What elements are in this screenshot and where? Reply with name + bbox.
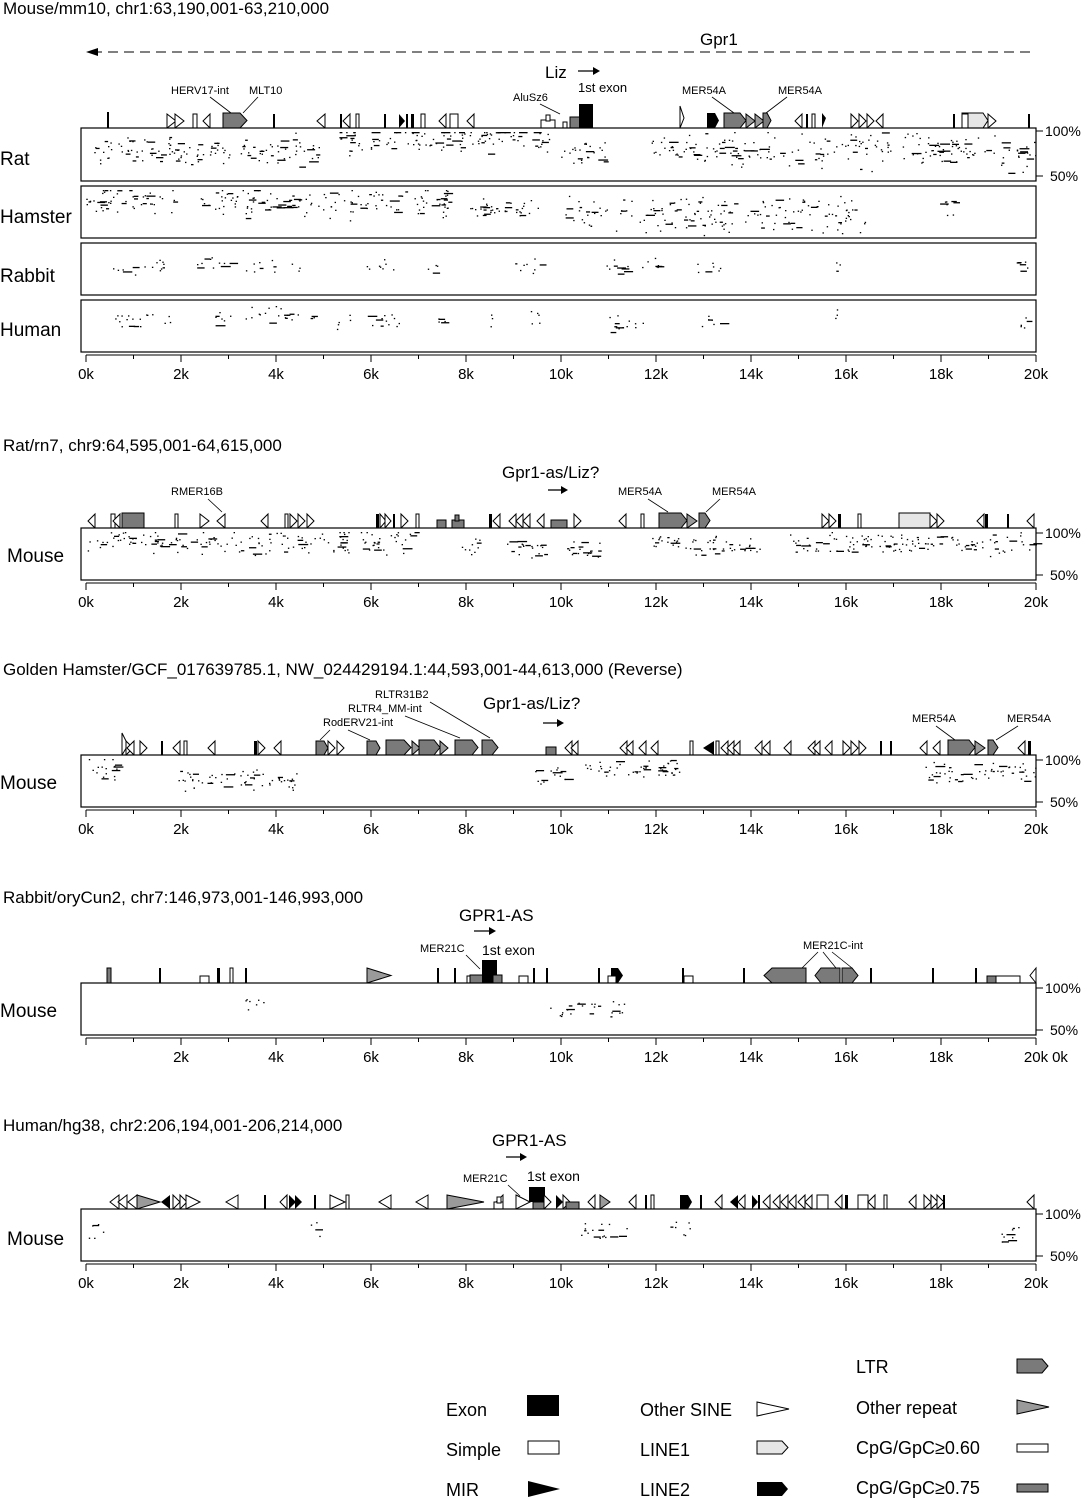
tick-label: 20k	[1023, 366, 1049, 383]
repeat-label: MER54A	[778, 85, 823, 97]
legend-ltr-label: LTR	[856, 1357, 889, 1377]
repeat-label: MER54A	[712, 486, 757, 498]
gene-label: Gpr1-as/Liz?	[502, 463, 600, 482]
gene-label: Gpr1	[700, 30, 738, 49]
legend-line1-swatch	[757, 1441, 788, 1454]
gene-liz	[545, 63, 627, 95]
tick-label: 10k	[548, 594, 574, 611]
exon-label: 1st exon	[527, 1168, 580, 1184]
tick-label: 8k	[458, 821, 474, 838]
tick-label: 8k	[458, 594, 474, 611]
tick-label: 12k	[643, 594, 669, 611]
tick-label: 0k	[78, 366, 94, 383]
legend-line2-label: LINE2	[640, 1480, 691, 1500]
pct-label: 100%	[1045, 525, 1081, 541]
legend-other-repeat-swatch	[1017, 1400, 1049, 1414]
repeat-labels	[171, 85, 823, 114]
legend-simple-label: Simple	[446, 1440, 502, 1460]
track-label: Hamster	[0, 207, 72, 228]
tick-label: 20k	[1023, 1049, 1049, 1066]
tick-label: 18k	[928, 1275, 954, 1292]
tick-label: 12k	[643, 821, 669, 838]
tick-label: 16k	[833, 594, 859, 611]
tick-label: 4k	[268, 1275, 284, 1292]
track-label: Mouse	[7, 1229, 65, 1250]
repeat-labels	[171, 486, 757, 512]
legend-cpg075-swatch	[1017, 1484, 1048, 1492]
tick-label: 18k	[928, 366, 954, 383]
tick-label: 18k	[928, 1049, 954, 1066]
repeat-track	[86, 104, 1036, 128]
pct-label: 50%	[1050, 168, 1079, 184]
track-rabbit	[0, 243, 1036, 295]
legend-other-sine-label: Other SINE	[640, 1400, 733, 1420]
tick-label: 2k	[173, 821, 189, 838]
repeat-label: MER21C-int	[803, 940, 863, 952]
x-axis	[78, 810, 1049, 838]
tick-label: 8k	[458, 1275, 474, 1292]
legend-cpg060-swatch	[1017, 1444, 1048, 1452]
tick-label: 4k	[268, 821, 284, 838]
legend-line2-swatch	[757, 1482, 788, 1496]
pct-label: 100%	[1045, 123, 1081, 139]
tick-label: 4k	[268, 1049, 284, 1066]
tick-label: 16k	[833, 1049, 859, 1066]
panel-human	[3, 1116, 1081, 1292]
repeat-track	[86, 1187, 1036, 1209]
tick-label: 14k	[738, 821, 764, 838]
tick-label: 4k	[268, 366, 284, 383]
legend-mir-swatch	[528, 1481, 560, 1497]
legend	[446, 1357, 1049, 1500]
gene-label: GPR1-AS	[492, 1131, 567, 1150]
track-label: Mouse	[0, 1001, 58, 1022]
repeat-label: RLTR31B2	[375, 689, 429, 701]
legend-cpg060-label: CpG/GpC≥0.60	[856, 1438, 980, 1458]
gene-gpr1	[86, 30, 1036, 56]
tick-label: 16k	[833, 821, 859, 838]
repeat-labels	[463, 1173, 520, 1196]
track-mouse	[0, 755, 1037, 807]
pct-label: 50%	[1050, 1022, 1079, 1038]
tick-label: 8k	[458, 1049, 474, 1066]
panel-rabbit	[0, 888, 1081, 1066]
gene-label: GPR1-AS	[459, 906, 534, 925]
arrow-right-icon	[593, 67, 600, 75]
tick-label: 18k	[928, 821, 954, 838]
repeat-label: MER54A	[682, 85, 727, 97]
repeat-label: MER54A	[1007, 713, 1052, 725]
legend-other-repeat-label: Other repeat	[856, 1398, 958, 1418]
gene-label: Liz	[545, 63, 567, 82]
panel-mouse	[0, 0, 1081, 383]
tick-label: 0k	[1052, 1049, 1068, 1066]
repeat-track	[86, 513, 1036, 528]
tick-label: 0k	[78, 594, 94, 611]
tick-label: 16k	[833, 366, 859, 383]
arrow-right-icon	[520, 1153, 527, 1161]
exon-label: 1st exon	[578, 80, 628, 95]
panel-title: Mouse/mm10, chr1:63,190,001-63,210,000	[3, 0, 330, 18]
repeat-label: HERV17-int	[171, 85, 229, 97]
tick-label: 14k	[738, 366, 764, 383]
track-label: Mouse	[7, 546, 65, 567]
tick-label: 2k	[173, 366, 189, 383]
legend-mir-label: MIR	[446, 1480, 479, 1500]
repeat-label: MER21C	[463, 1173, 508, 1185]
repeat-label: MLT10	[249, 85, 283, 97]
tick-label: 20k	[1023, 594, 1049, 611]
arrow-left-icon	[86, 48, 98, 56]
x-axis	[78, 355, 1049, 383]
tick-label: 6k	[363, 821, 379, 838]
repeat-label: MER54A	[618, 486, 663, 498]
repeat-label: MER21C	[420, 943, 465, 955]
arrow-right-icon	[489, 927, 496, 935]
tick-label: 14k	[738, 1049, 764, 1066]
tick-label: 12k	[643, 366, 669, 383]
track-label: Human	[0, 320, 62, 341]
track-label: Rabbit	[0, 266, 55, 287]
tick-label: 10k	[548, 1275, 574, 1292]
tick-label: 6k	[363, 1049, 379, 1066]
legend-simple-swatch	[528, 1441, 559, 1454]
repeat-label: RLTR4_MM-int	[348, 703, 422, 715]
repeat-label: AluSz6	[513, 92, 548, 104]
repeat-label: RodERV21-int	[323, 717, 394, 729]
panel-rat	[3, 436, 1081, 611]
pct-label: 50%	[1050, 794, 1079, 810]
tick-label: 20k	[1023, 1275, 1049, 1292]
tick-label: 6k	[363, 1275, 379, 1292]
arrow-right-icon	[557, 719, 564, 727]
legend-ltr-swatch	[1017, 1359, 1048, 1373]
track-label: Rat	[0, 149, 30, 170]
tick-label: 6k	[363, 366, 379, 383]
panel-title: Rabbit/oryCun2, chr7:146,973,001-146,993,000	[3, 888, 364, 907]
panel-title: Rat/rn7, chr9:64,595,001-64,615,000	[3, 436, 282, 455]
tick-label: 20k	[1023, 821, 1049, 838]
legend-line1-label: LINE1	[640, 1440, 691, 1460]
exon-label: 1st exon	[482, 942, 535, 958]
track-hamster	[0, 186, 1036, 238]
track-label: Mouse	[0, 773, 58, 794]
legend-exon-swatch	[527, 1395, 559, 1416]
tick-label: 8k	[458, 366, 474, 383]
track-human	[0, 300, 1036, 352]
pct-label: 100%	[1045, 1206, 1081, 1222]
x-axis	[78, 583, 1049, 611]
legend-cpg075-label: CpG/GpC≥0.75	[856, 1478, 980, 1498]
tick-label: 6k	[363, 594, 379, 611]
tick-label: 2k	[173, 1049, 189, 1066]
tick-label: 4k	[268, 594, 284, 611]
repeat-track	[86, 733, 1036, 755]
legend-other-sine-swatch	[757, 1402, 789, 1416]
tick-label: 10k	[548, 821, 574, 838]
legend-exon-label: Exon	[446, 1400, 488, 1420]
tick-label: 14k	[738, 594, 764, 611]
repeat-label: MER54A	[912, 713, 957, 725]
gene-label: Gpr1-as/Liz?	[483, 694, 581, 713]
tick-label: 0k	[78, 821, 94, 838]
tick-label: 2k	[173, 594, 189, 611]
repeat-labels	[320, 689, 1052, 740]
repeat-label: RMER16B	[171, 486, 223, 498]
repeat-track	[86, 960, 1036, 983]
arrow-right-icon	[561, 486, 568, 494]
tick-label: 10k	[548, 366, 574, 383]
panel-title: Golden Hamster/GCF_017639785.1, NW_024429194.1:44,593,001-44,613,000 (Reverse)	[3, 660, 683, 679]
track-mouse	[0, 983, 1036, 1035]
panel-hamster	[0, 660, 1081, 838]
tick-label: 12k	[643, 1275, 669, 1292]
track-rat	[0, 128, 1037, 181]
panel-title: Human/hg38, chr2:206,194,001-206,214,000	[3, 1116, 343, 1135]
tick-label: 2k	[173, 1275, 189, 1292]
x-axis	[78, 1264, 1049, 1292]
track-mouse	[7, 528, 1042, 580]
tick-label: 12k	[643, 1049, 669, 1066]
pct-label: 50%	[1050, 567, 1079, 583]
pct-label: 100%	[1045, 752, 1081, 768]
track-mouse	[7, 1209, 1036, 1261]
tick-label: 18k	[928, 594, 954, 611]
tick-label: 14k	[738, 1275, 764, 1292]
tick-label: 0k	[78, 1275, 94, 1292]
pct-label: 50%	[1050, 1248, 1079, 1264]
x-axis	[86, 1038, 1068, 1066]
tick-label: 16k	[833, 1275, 859, 1292]
tick-label: 10k	[548, 1049, 574, 1066]
pct-label: 100%	[1045, 980, 1081, 996]
